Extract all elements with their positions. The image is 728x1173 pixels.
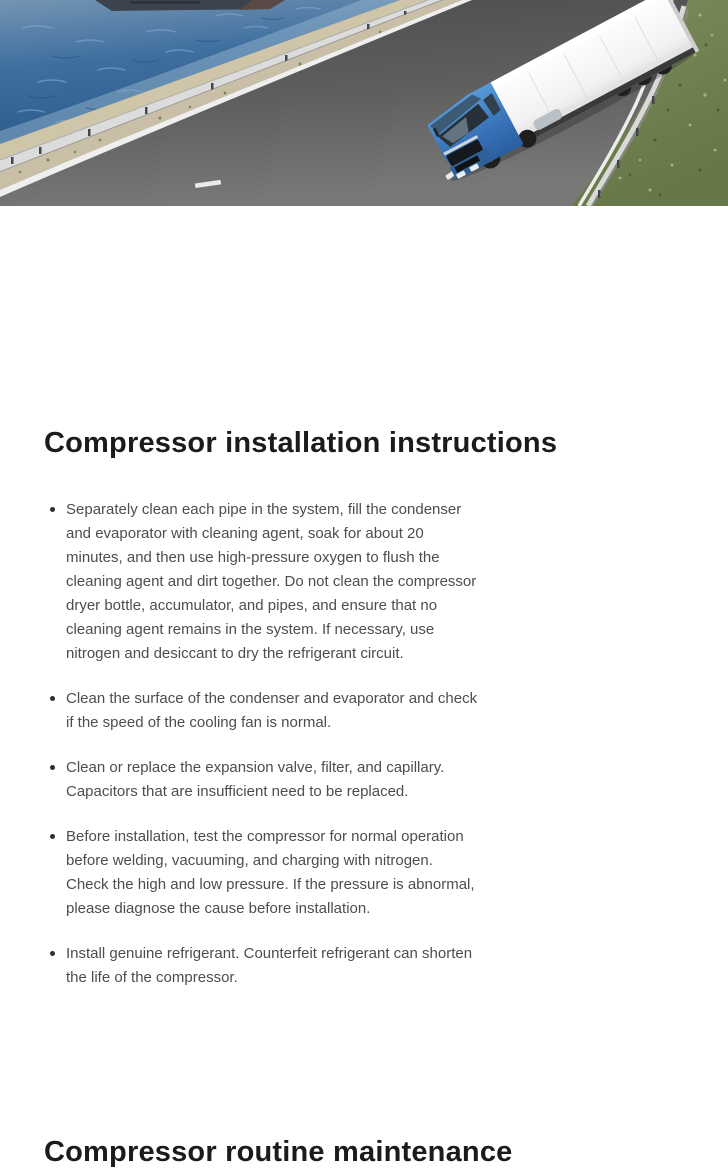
installation-instruction-list <box>46 498 478 990</box>
list-item: Separately clean each pipe in the system, fill the condenser and evaporator with cleaning agent, soak for about 20 minutes, and then use high-pressure oxygen to flush the cleaning agent and dirt together. Do not clean the compressor dryer bottle, accumulator, and pipes, and ensure that no cleaning agent remains in the system. If necessary, use nitrogen and desiccant to dry the refrigerant circuit. <box>46 498 478 666</box>
list-item: Install genuine refrigerant. Counterfeit refrigerant can shorten the life of the compressor. <box>46 942 478 990</box>
list-item: Before installation, test the compressor for normal operation before welding, vacuuming, and charging with nitrogen. Check the high and low pressure. If the pressure is abnormal, please diagnose the cause before installation. <box>46 825 478 921</box>
list-item: Clean the surface of the condenser and evaporator and check if the speed of the cooling fan is normal. <box>46 687 478 735</box>
list-item: Clean or replace the expansion valve, filter, and capillary. Capacitors that are insufficient need to be replaced. <box>46 756 478 804</box>
heading-routine-maintenance: Compressor routine maintenance <box>44 1136 513 1168</box>
hero-ship <box>95 0 285 11</box>
hero-image <box>0 0 728 206</box>
article-content <box>0 425 728 1170</box>
heading-installation-instructions: Compressor installation instructions <box>44 427 558 459</box>
